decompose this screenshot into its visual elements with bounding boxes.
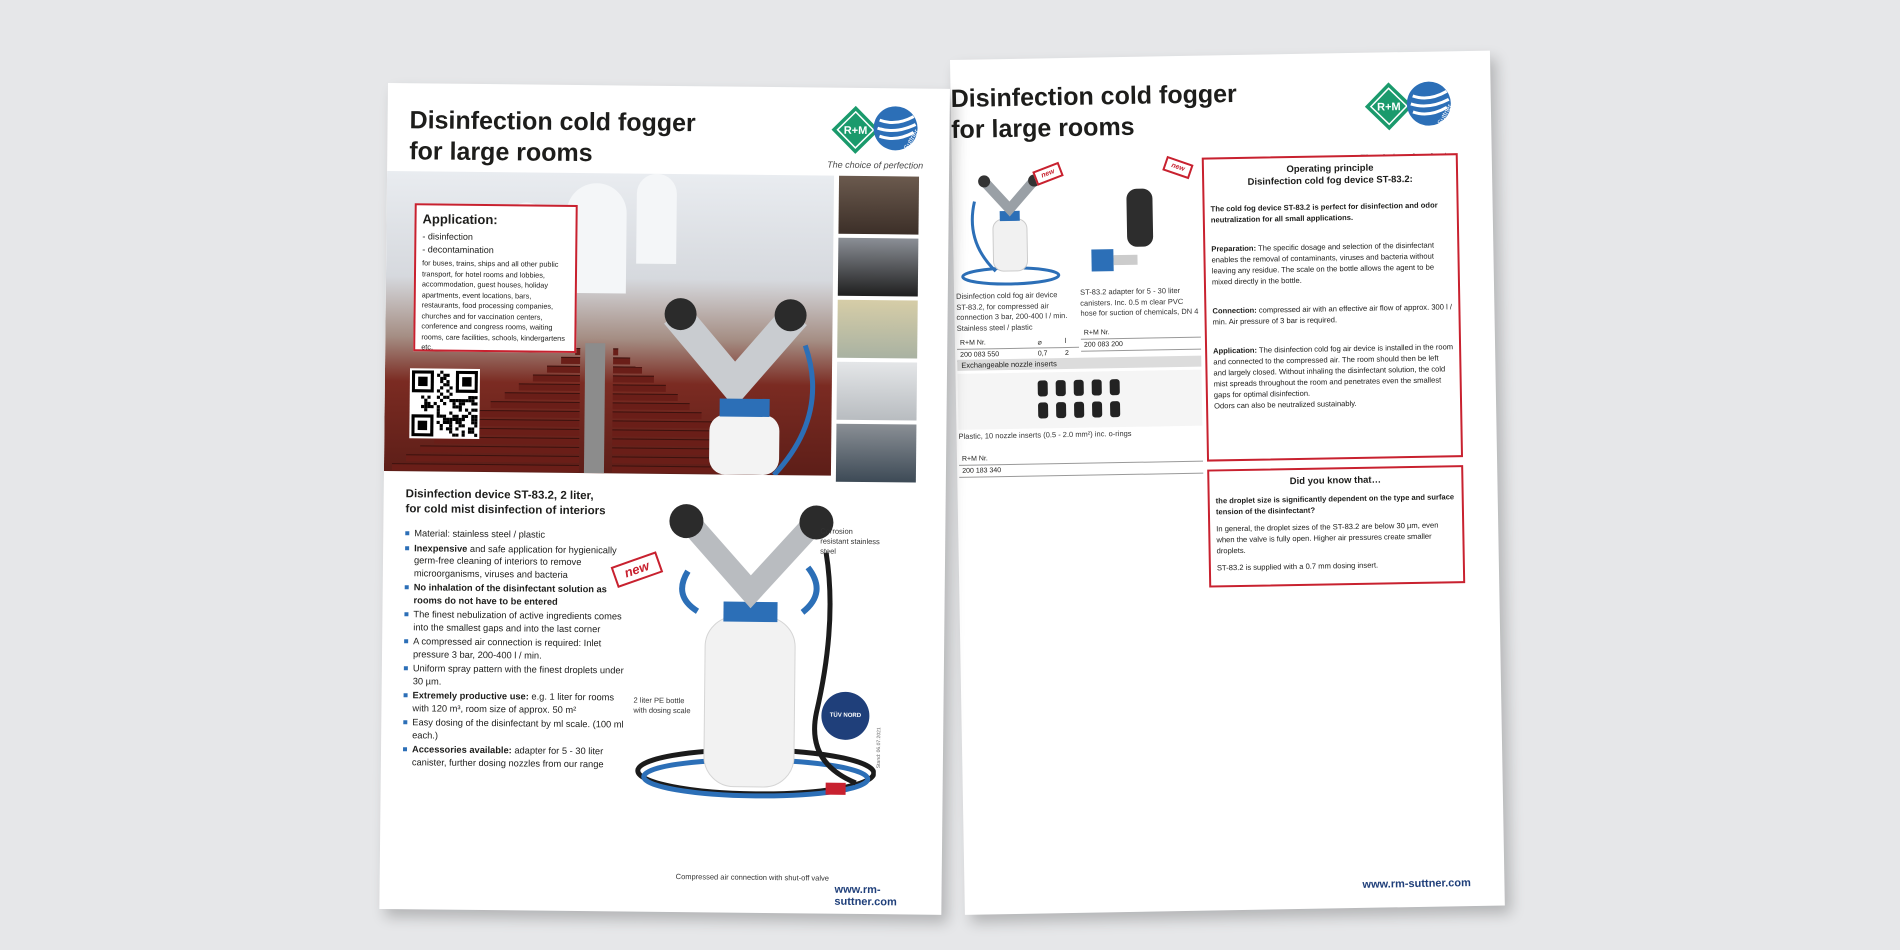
thumbnail-restaurant (836, 424, 917, 483)
product-image-fogger (954, 170, 1068, 290)
pew-row (613, 375, 654, 382)
operating-connection (1212, 301, 1452, 327)
feature-text: The finest nebulization of active ingredients comes into the smallest gaps and into the last corner (413, 609, 622, 634)
page-title (950, 79, 1237, 146)
pew-row (547, 366, 580, 373)
application-item: - decontamination (422, 244, 494, 256)
fogger-in-church (654, 274, 834, 476)
tuv-certification-seal: TÜV NORD (821, 692, 870, 741)
feature-item (405, 527, 630, 542)
feature-text: and safe application for hygienically germ-free cleaning of interiors to remove microorganisms, viruses and bacteria (413, 543, 617, 580)
pew-row (519, 383, 580, 391)
device-title-line-2: for cold mist disinfection of interiors (405, 503, 606, 518)
application-heading: Application: (422, 211, 498, 228)
fogger-illustration (954, 170, 1068, 290)
window-arch (636, 174, 677, 264)
adapter-illustration (1076, 166, 1196, 288)
feature-bold: Extremely productive use: (412, 690, 529, 702)
feature-item (403, 716, 628, 743)
did-you-know-heading: Did you know that… (1289, 474, 1382, 488)
device-title (405, 487, 645, 520)
qr-code[interactable] (409, 368, 480, 439)
title-line-2: for large rooms (950, 112, 1135, 144)
callout-stainless-steel: Corrosion resistant stainless steel (820, 526, 880, 556)
title-line-2: for large rooms (409, 137, 593, 168)
application-text: for buses, trains, ships and all other public transport, for hotel rooms and lobbies, accommodation, guest houses, holiday apartments, event locations, bars, restaurants, food processing companies, churches and for vaccination centers, conference and congress rooms, waiting rooms, care facilities, schools, kindergartens etc. (421, 258, 565, 352)
table-cell: 2 (1062, 347, 1079, 359)
pew-row (613, 357, 630, 364)
feature-text: Easy dosing of the disinfectant by ml scale. (100 ml each.) (412, 717, 624, 741)
pew-row (505, 392, 580, 400)
title-line-1: Disinfection cold fogger (950, 80, 1238, 113)
operating-principle-box (1202, 153, 1463, 461)
thumbnail-waiting-room (837, 300, 918, 359)
nozzle-inserts-image (957, 370, 1202, 430)
rm-suttner-logo (1360, 73, 1461, 155)
pew-row (613, 348, 618, 355)
title-line-1: Disinfection cold fogger (409, 106, 696, 138)
feature-bold: Accessories available: (411, 744, 512, 756)
connection-label: Connection: (1212, 305, 1257, 316)
table-header: ⌀ (1035, 336, 1062, 348)
feature-item (403, 743, 628, 770)
nozzle-section-bar: Exchangeable nozzle inserts (957, 356, 1201, 371)
application-text: The disinfection cold fog air device is installed in the room and connected to the compressed air. The room should then be left and largely closed. Without inhaling the disinfectant solution, the cold mist spreads throughout the room and penetrates even the smallest gaps for optimal disinfection. (1213, 342, 1454, 400)
new-badge: new (1162, 156, 1193, 179)
datasheet-page-1 (379, 83, 950, 915)
nozzle-table (959, 450, 1203, 478)
feature-bold: No inhalation of the disinfectant solution as rooms do not have to be entered (413, 582, 607, 607)
product-2-table (1081, 326, 1201, 352)
pew-row (533, 375, 580, 382)
church-aisle (584, 343, 605, 473)
church-pews (387, 171, 834, 176)
preparation-label: Preparation: (1211, 243, 1257, 254)
operating-odor: Odors can also be neutralized sustainably. (1213, 398, 1357, 411)
did-you-know-p1: In general, the droplet sizes of the ST-83.2 are below 30 µm, even when the valve is fully open. Higher air pressures create smaller droplets. (1216, 520, 1439, 556)
feature-text: A compressed air connection is required: Inlet pressure 3 bar, 200-400 l / min. (412, 636, 602, 661)
side-code: Stand: 06.07.2021 (875, 727, 883, 769)
pew-row (406, 454, 579, 463)
feature-list (403, 527, 631, 772)
feature-bold: Inexpensive (414, 542, 468, 554)
logo-text: R+M (1377, 101, 1401, 114)
feature-item (405, 581, 630, 608)
pew-row (613, 366, 642, 373)
pew-row (392, 463, 579, 472)
website-link[interactable]: www.rm-suttner.com (1362, 877, 1471, 891)
callout-valve: Compressed air connection with shut-off valve (675, 872, 830, 883)
product-image-adapter (1076, 166, 1196, 288)
qr-pattern (411, 370, 478, 437)
feature-item (405, 542, 630, 582)
operating-heading-1: Operating principle (1286, 162, 1374, 176)
application-item: - disinfection (422, 231, 473, 242)
table-cell: 0,7 (1035, 348, 1062, 360)
did-you-know-box (1207, 465, 1465, 587)
logo-text: R+M (843, 124, 868, 138)
table-header: R+M Nr. (959, 450, 1203, 466)
preparation-text: The specific dosage and selection of the disinfectant enables the removal of contaminants, viruses and bacteria without leaving any residue. The scale on the bottle allows the agent to be mixed directly in the bottle. (1211, 240, 1435, 287)
application-label: Application: (1213, 345, 1258, 356)
feature-item (404, 662, 629, 689)
connection-text: compressed air with an effective air flow of approx. 300 l / min. Air pressure of 3 bar is required. (1212, 302, 1453, 327)
pew-row (462, 419, 579, 427)
nozzle-caption: Plastic, 10 nozzle inserts (0.5 - 2.0 mm²) inc. o-rings (958, 428, 1132, 441)
new-badge: new (611, 551, 664, 588)
website-link[interactable]: www.rm-suttner.com (834, 883, 897, 909)
operating-preparation (1211, 239, 1452, 287)
pew-row (420, 445, 579, 454)
feature-item (404, 608, 629, 635)
pew-row (491, 401, 580, 409)
feature-item (403, 689, 628, 716)
new-badge: new (1032, 162, 1064, 186)
product-2-caption: ST-83.2 adapter for 5 - 30 liter canisters. Inc. 0.5 m clear PVC hose for suction of chemicals, DN 4 (1079, 286, 1199, 318)
table-header: R+M Nr. (957, 337, 1035, 350)
operating-application (1213, 341, 1454, 400)
logo-sub: Suttner (1436, 103, 1454, 127)
table-cell: 200 083 550 (957, 348, 1035, 361)
tagline: The choice of perfection (827, 159, 924, 171)
nozzle-illustration (957, 370, 1202, 430)
operating-intro: The cold fog device ST-83.2 is perfect for disinfection and odor neutralization for all small applications. (1210, 200, 1438, 225)
feature-item (404, 635, 629, 662)
datasheet-page-2 (950, 51, 1505, 915)
application-box (413, 203, 578, 353)
table-cell: 200 183 340 (959, 461, 1203, 477)
thumbnail-conference-room (838, 176, 919, 235)
callout-bottle: 2 liter PE bottle with dosing scale (633, 695, 691, 716)
feature-text: Uniform spray pattern with the finest droplets under 30 µm. (412, 663, 624, 687)
logo-sub: Suttner (903, 128, 921, 152)
pew-row (561, 357, 580, 364)
pew-row (477, 410, 580, 418)
did-you-know-p2: ST-83.2 is supplied with a 0.7 mm dosing insert. (1216, 560, 1379, 573)
feature-text: adapter for 5 - 30 liter canister, further dosing nozzles from our range (411, 745, 604, 769)
table-header: R+M Nr. (1081, 326, 1201, 340)
thumbnail-kitchen (836, 362, 917, 421)
device-title-line-1: Disinfection device ST-83.2, 2 liter, (405, 488, 594, 503)
table-cell: 200 083 200 (1081, 337, 1201, 351)
operating-heading-2: Disinfection cold fog device ST-83.2: (1247, 173, 1413, 188)
table-header: l (1062, 336, 1079, 348)
feature-text: e.g. 1 liter for rooms with 120 m³, room size of approx. 50 m² (412, 691, 615, 715)
feature-text: Material: stainless steel / plastic (414, 528, 546, 540)
product-1-caption: Disinfection cold fog air device ST-83.2, for compressed air connection 3 bar, 200-400 l / min. Stainless steel / plastic (956, 290, 1068, 333)
page-title (409, 105, 696, 170)
thumbnail-classroom (838, 238, 919, 297)
did-you-know-question: the droplet size is significantly dependent on the type and surface tension of the disinfectant? (1215, 492, 1455, 517)
